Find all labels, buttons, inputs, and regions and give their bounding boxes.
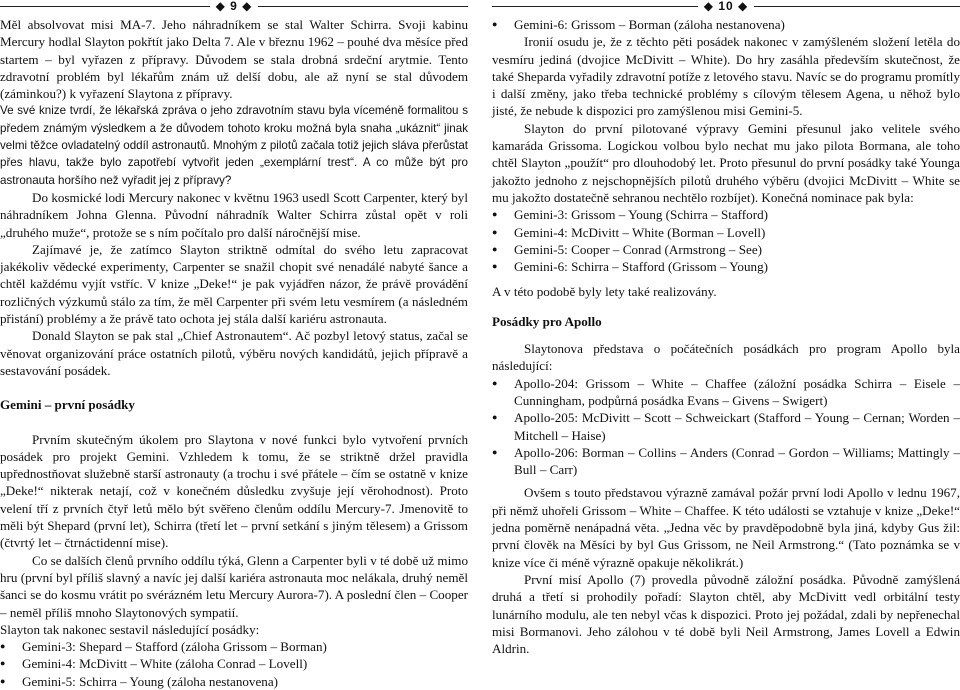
left-column: [0, 16, 468, 690]
crew-list: [0, 638, 468, 690]
paragraph: Ovšem s touto představou výrazně zamával požár první lodi Apollo v lednu 1967, při němž uhořeli Grissom – White – Chaffee. K této události se vztahuje v knize „Deke!“ jedna poměrně nenápadná věta. „Jedna věc by pravděpodobně byla jiná, kdyby Gus žil: první člověk na Měsíci by byl Gus Grissom, ne Neil Armstrong.“ (Tato poznámka se v knize více či méně výrazně opakuje několikrát.): [492, 485, 960, 570]
spacer: [492, 301, 960, 313]
page-header-left: [0, 0, 468, 12]
list-item: ● Apollo-205: McDivitt – Scott – Schweickart (Stafford – Young – Cernan; Worden – Mitchell – Haise): [492, 409, 960, 444]
paragraph: Měl absolvovat misi MA-7. Jeho náhradníkem se stal Walter Schirra. Svoji kabinu Mercury hodlal Slayton pokřtít jako Delta 7. Ale v březnu 1962 – pouhé dva měsíce před startem – byl vyřazen z přípravy. Důvodem se stala drobná srdeční arytmie. Tento zdravotní problém byl lékařům znám už delší dobu, ale až nyní se stal důvodem (záminkou?) k vyřazení Slaytona z přípravy.: [0, 17, 468, 102]
list-item: ● Gemini-4: McDivitt – White (Borman – Lovell): [492, 224, 960, 241]
list-item: ● Gemini-5: Schirra – Young (záloha nestanovena): [0, 673, 468, 690]
paragraph: Ironií osudu je, že z těchto pěti posádek nakonec v zamýšleném složení letěla do vesmíru jediná (dvojice McDivitt – White). Do hry zasáhla především skutečnost, že také Sheparda vyřadily zdravotní potíže z letového stavu. Navíc se do programu promítly i další změny, jako třeba technické problémy s cílovým tělesem Agena, u něhož bylo jisté, že nebude k dispozici pro zamýšlenou misi Gemini-5.: [492, 34, 960, 119]
paragraph: Slayton do první pilotované výpravy Gemini přesunul jako velitele svého kamaráda Grissoma. Logickou volbou bylo nechat mu jako pilota Bormana, ale toho chtěl Slayton „použít“ pro dlouhodobý let. Proto přesunul do první posádky také Younga jakožto jednoho z nejschopnějších pilotů druhého výběru (dvojici McDivitt – White se mu jakožto dostatečně sehranou nechtělo rozbíjet). Konečná nominace pak byla:: [492, 120, 960, 205]
final-crew-list: [492, 206, 960, 275]
list-item: ● Apollo-204: Grissom – White – Chaffee (záložní posádka Schirra – Eisele – Cunningham, podpůrná posádka Evans – Givens – Swigert): [492, 375, 960, 410]
list-item: ● Gemini-6: Grissom – Borman (záloha nestanovena): [492, 16, 960, 33]
spacer: [0, 379, 468, 396]
list-item: ● Apollo-206: Borman – Collins – Anders (Conrad – Gordon – Williams; Mattingly – Bull – Carr): [492, 444, 960, 479]
list-item: ● Gemini-3: Grissom – Young (Schirra – Stafford): [492, 206, 960, 223]
paragraph: Donald Slayton se pak stal „Chief Astronautem“. Ač pozbyl letový status, začal se věnovat organizování práce ostatních pilotů, výběru nových kandidátů, jejich přípravě a sestavování posádek.: [0, 328, 468, 378]
spacer: [0, 414, 468, 431]
spacer: [492, 275, 960, 283]
paragraph: Co se dalších členů prvního oddílu týká, Glenn a Carpenter byli v té době už mimo hru (první byl příliš slavný a navíc jej další kariéra astronauta moc nelákala, druhý neměl šanci se do kosmu vrátit po svérázném letu Mercury Aurora-7). A poslední člen – Cooper – neměl příliš mnoho Slaytonových sympatií.: [0, 552, 468, 620]
paragraph: Zajímavé je, že zatímco Slayton striktně odmítal do svého letu zapracovat jakékoliv vědecké experimenty, Carpenter se snažil chopit své nenadálé nabyté šance a chtěl každému vyjít vstříc. V knize „Deke!“ je pak vyjádřen názor, že právě provádění rozličných výzkumů stálo za tím, že měl Carpenter při svém letu vesmírem (a následném přistání) problémy a že právě tato ochota jej stála další kariéru astronauta.: [0, 241, 468, 327]
paragraph: Slaytonova představa o počátečních posádkách pro program Apollo byla následující:: [492, 341, 960, 374]
crew-list-continued: [492, 16, 960, 33]
section-heading-gemini: Gemini – první posádky: [0, 397, 135, 413]
paragraph: Do kosmické lodi Mercury nakonec v květnu 1963 usedl Scott Carpenter, který byl náhradníkem Johna Glenna. Původní náhradník Walter Schirra zůstal opět v roli „druhého muže“, protože se s ním počítalo pro další náročnější mise.: [0, 189, 468, 240]
list-intro: Slayton tak nakonec sestavil následující posádky:: [0, 621, 260, 637]
list-item: ● Gemini-4: McDivitt – White (záloha Conrad – Lovell): [0, 655, 468, 672]
list-item: ● Gemini-6: Schirra – Stafford (Grissom – Young): [492, 258, 960, 275]
page-number-text: 10: [718, 0, 734, 13]
right-column: [492, 16, 960, 657]
list-outro: A v této podobě byly lety také realizovány.: [492, 284, 717, 300]
left-page: [0, 0, 468, 689]
page-number-left: ◆ 9 ◆: [210, 0, 259, 13]
page-number-text: 9: [230, 0, 238, 13]
page-header-right: [492, 0, 960, 12]
section-heading-apollo: Posádky pro Apollo: [492, 313, 602, 329]
paragraph: Prvním skutečným úkolem pro Slaytona v nové funkci bylo vytvoření prvních posádek pro projekt Gemini. Vzhledem k tomu, že se striktně držel pravidla upřednostňovat služebně starší astronauty (a trochu i své přátele – čím se ostatně v knize „Deke!“ nikterak netají, což v konečném důsledku zvyšuje její věrohodnost). Proto velení tří z prvních čtyř letů mělo být svěřeno členům oddílu Mercury-7. Jmenovitě to měli být Shepard (první let), Schirra (třetí let – první setkání s jiným tělesem) a Grissom (čtvrtý let – čtrnáctidenní mise).: [0, 431, 468, 551]
list-item: ● Gemini-5: Cooper – Conrad (Armstrong – See): [492, 241, 960, 258]
paragraph: První misí Apollo (7) provedla původně záložní posádka. Původně zamýšlená druhá a třetí si prohodily pořadí: Slayton chtěl, aby McDivitt vedl orbitální testy lunárního modulu, ale ten nebyl včas k dispozici. Proto jej požádal, zdali by nepřenechal misi Bormanovi. Jeho zálohou v té době byli Neil Armstrong, James Lovell a Edwin Aldrin.: [492, 571, 960, 657]
spacer: [492, 330, 960, 340]
paragraph: Ve své knize tvrdí, že lékařská zpráva o jeho zdravotním stavu byla víceméně formalitou s předem známým výsledkem a že důvodem tohoto kroku možná byla snaha „ukáznit“ jinak velmi těžce ovladatelný oddíl astronautů. Mnohým z pilotů začala totiž jejich sláva přerůstat přes hlavu, takže bylo zapotřebí vytvořit jeden „exemplární trest“. A co může být pro astronauta horšího než vyřadit jej z přípravy?: [0, 104, 468, 187]
page-number-right: ◆ 10 ◆: [698, 0, 754, 13]
list-item: ● Gemini-3: Shepard – Stafford (záloha Grissom – Borman): [0, 638, 468, 655]
apollo-crew-list: [492, 375, 960, 479]
right-page: [492, 0, 960, 660]
